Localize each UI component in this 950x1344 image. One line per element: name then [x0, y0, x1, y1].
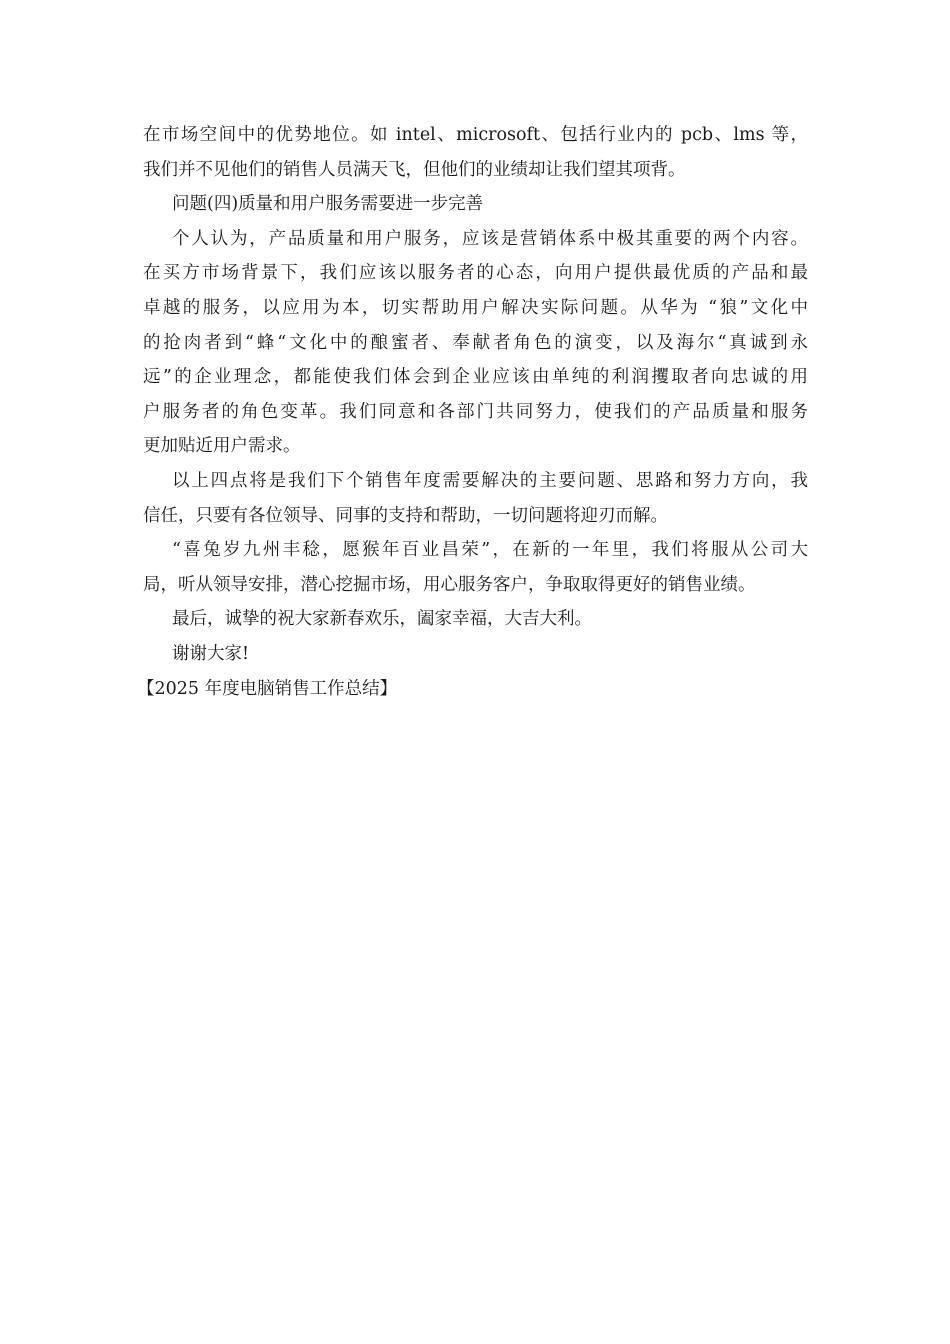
- title-tag-text: 【2025 年度电脑销售工作总结】: [137, 678, 398, 699]
- document-title-tag: [137, 672, 808, 707]
- text-line: 以上四点将是我们下个销售年度需要解决的主要问题、思路和努力方向，我: [172, 470, 808, 491]
- text-line: 户服务者的角色变革。我们同意和各部门共同努力，使我们的产品质量和服务: [143, 401, 808, 422]
- paragraph-summary: [143, 464, 808, 533]
- text-line: 更加贴近用户需求。: [143, 436, 301, 457]
- paragraph-quality-service: [143, 222, 808, 464]
- text-line: 卓越的服务，以应用为本，切实帮助用户解决实际问题。从华为 “狼”文化中: [143, 297, 808, 318]
- paragraph-thanks: [143, 637, 808, 672]
- text-line: 谢谢大家!: [172, 643, 250, 664]
- section-heading: [143, 187, 808, 222]
- text-line: 信任，只要有各位领导、同事的支持和帮助，一切问题将迎刃而解。: [143, 505, 668, 526]
- text-line: 在市场空间中的优势地位。如 intel、microsoft、包括行业内的 pcb、lms 等，: [143, 125, 808, 145]
- heading-text: 问题(四)质量和用户服务需要进一步完善: [172, 194, 484, 215]
- document-page: [137, 118, 808, 706]
- text-line: 我们并不见他们的销售人员满天飞，但他们的业绩却让我们望其项背。: [143, 159, 686, 180]
- paragraph-wishes: [143, 602, 808, 637]
- text-line: 局，听从领导安排，潜心挖掘市场，用心服务客户，争取取得更好的销售业绩。: [143, 574, 756, 595]
- text-line: 个人认为，产品质量和用户服务，应该是营销体系中极其重要的两个内容。: [172, 228, 808, 249]
- text-line: 远”的企业理念，都能使我们体会到企业应该由单纯的利润攫取者向忠诚的用: [143, 367, 808, 388]
- text-line: “喜兔岁九州丰稔，愿猴年百业昌荣”，在新的一年里，我们将服从公司大: [172, 540, 808, 561]
- paragraph-continued: [143, 118, 808, 187]
- paragraph-new-year: [143, 533, 808, 602]
- text-line: 在买方市场背景下，我们应该以服务者的心态，向用户提供最优质的产品和最: [143, 263, 808, 284]
- text-line: 的抢肉者到“蜂“文化中的酿蜜者、奉献者角色的演变，以及海尔“真诚到永: [143, 332, 808, 353]
- text-line: 最后，诚挚的祝大家新春欢乐，阖家幸福，大吉大利。: [172, 609, 592, 630]
